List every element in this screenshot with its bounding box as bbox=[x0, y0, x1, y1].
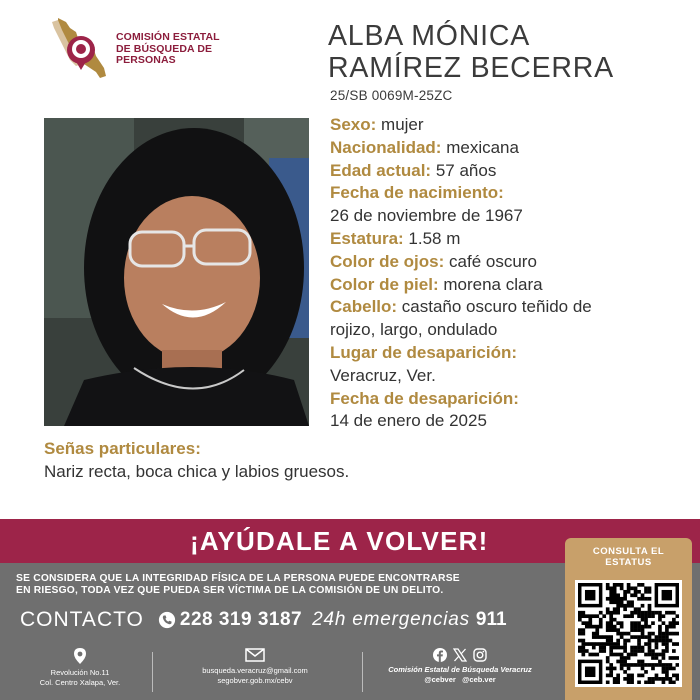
social-handle: Comisión Estatal de Búsqueda Veracruz bbox=[388, 665, 532, 674]
emergency-label: 24h emergencias bbox=[312, 609, 470, 630]
contact-label: CONTACTO bbox=[20, 608, 144, 631]
footer-divider bbox=[362, 652, 363, 692]
contact-row bbox=[20, 608, 507, 632]
detail-label: Color de piel: bbox=[330, 274, 439, 294]
detail-value: mexicana bbox=[446, 137, 519, 157]
detail-label: Edad actual: bbox=[330, 160, 432, 180]
org-name-line: PERSONAS bbox=[116, 54, 176, 66]
detail-lugar-label bbox=[330, 342, 690, 365]
detail-label: Sexo: bbox=[330, 115, 377, 134]
risk-notice-line: EN RIESGO, TODA VEZ QUE PUEDA SER VÍCTIMA DE LA COMISIÓN DE UN DELITO. bbox=[16, 585, 444, 596]
social-handle[interactable]: @ceb.ver bbox=[462, 675, 496, 684]
detail-label: Cabello: bbox=[330, 297, 398, 317]
qr-title-line: CONSULTA EL bbox=[592, 546, 665, 557]
org-name-line: DE BÚSQUEDA DE bbox=[116, 42, 213, 55]
detail-value: mujer bbox=[381, 115, 424, 134]
emergency-number[interactable]: 911 bbox=[475, 609, 507, 630]
org-name bbox=[116, 32, 220, 67]
detail-label: Lugar de desaparición: bbox=[330, 342, 518, 362]
detail-cabello-cont bbox=[330, 319, 690, 342]
detail-value: 57 años bbox=[435, 160, 497, 180]
footer-address bbox=[20, 648, 140, 688]
email-link[interactable]: busqueda.veracruz@gmail.com bbox=[202, 666, 308, 675]
risk-notice-line: SE CONSIDERA QUE LA INTEGRIDAD FÍSICA DE LA PERSONA PUEDE ENCONTRARSE bbox=[16, 573, 460, 584]
detail-fecha-label bbox=[330, 388, 690, 411]
instagram-icon[interactable] bbox=[473, 648, 487, 662]
detail-value: morena clara bbox=[443, 274, 543, 294]
detail-sexo bbox=[330, 114, 690, 137]
status-qr-panel bbox=[565, 538, 692, 700]
detail-value: 14 de enero de 2025 bbox=[330, 411, 487, 431]
detail-value: café oscuro bbox=[449, 251, 537, 271]
x-icon[interactable] bbox=[453, 648, 467, 662]
person-name-line: RAMÍREZ BECERRA bbox=[328, 52, 614, 84]
social-handle[interactable]: @cebver bbox=[424, 675, 456, 684]
facebook-icon[interactable] bbox=[433, 648, 447, 662]
website-link[interactable]: segobver.gob.mx/cebv bbox=[217, 676, 293, 685]
risk-notice bbox=[16, 573, 460, 597]
case-folio: 25/SB 0069M-25ZC bbox=[330, 88, 453, 103]
detail-cabello bbox=[330, 296, 690, 319]
detail-piel bbox=[330, 274, 690, 297]
detail-nacionalidad bbox=[330, 137, 690, 160]
location-pin-icon bbox=[74, 648, 86, 664]
qr-title-line: ESTATUS bbox=[605, 557, 652, 568]
distinguishing-marks-label: Señas particulares: bbox=[44, 439, 201, 458]
org-logo bbox=[48, 16, 248, 86]
detail-nacimiento-value bbox=[330, 205, 690, 228]
qr-title bbox=[565, 546, 692, 568]
detail-edad bbox=[330, 160, 690, 183]
mail-icon bbox=[245, 648, 265, 662]
detail-estatura bbox=[330, 228, 690, 251]
detail-label: Fecha de desaparición: bbox=[330, 388, 519, 408]
detail-value: castaño oscuro teñido de bbox=[401, 297, 592, 317]
person-photo bbox=[44, 118, 309, 426]
address-line: Revolución No.11 bbox=[50, 668, 110, 677]
detail-nacimiento-label bbox=[330, 182, 690, 205]
detail-fecha-value bbox=[330, 410, 690, 433]
person-name bbox=[328, 20, 614, 84]
detail-value: 26 de noviembre de 1967 bbox=[330, 206, 523, 226]
detail-label: Fecha de nacimiento: bbox=[330, 183, 504, 203]
detail-value: Veracruz, Ver. bbox=[330, 365, 436, 385]
distinguishing-marks bbox=[44, 438, 349, 484]
detail-value: 1.58 m bbox=[408, 228, 461, 248]
distinguishing-marks-value: Nariz recta, boca chica y labios gruesos. bbox=[44, 461, 350, 481]
detail-lugar-value bbox=[330, 365, 690, 388]
help-banner-text: ¡AYÚDALE A VOLVER! bbox=[190, 526, 489, 556]
footer-social bbox=[385, 648, 535, 685]
detail-label: Color de ojos: bbox=[330, 251, 445, 271]
org-name-line: COMISIÓN ESTATAL bbox=[116, 31, 220, 43]
address-line: Col. Centro Xalapa, Ver. bbox=[39, 678, 121, 687]
detail-value: rojizo, largo, ondulado bbox=[330, 320, 498, 340]
detail-label: Nacionalidad: bbox=[330, 137, 442, 157]
person-name-line: ALBA MÓNICA bbox=[328, 20, 531, 52]
detail-label: Estatura: bbox=[330, 228, 404, 248]
person-details bbox=[330, 114, 690, 433]
qr-code-image bbox=[578, 583, 679, 684]
phone-icon bbox=[158, 611, 176, 629]
veracruz-map-pin-icon bbox=[48, 16, 110, 82]
qr-code[interactable] bbox=[575, 580, 682, 687]
footer-email bbox=[185, 648, 325, 686]
contact-phone[interactable]: 228 319 3187 bbox=[179, 609, 303, 630]
footer-divider bbox=[152, 652, 153, 692]
detail-ojos bbox=[330, 251, 690, 274]
